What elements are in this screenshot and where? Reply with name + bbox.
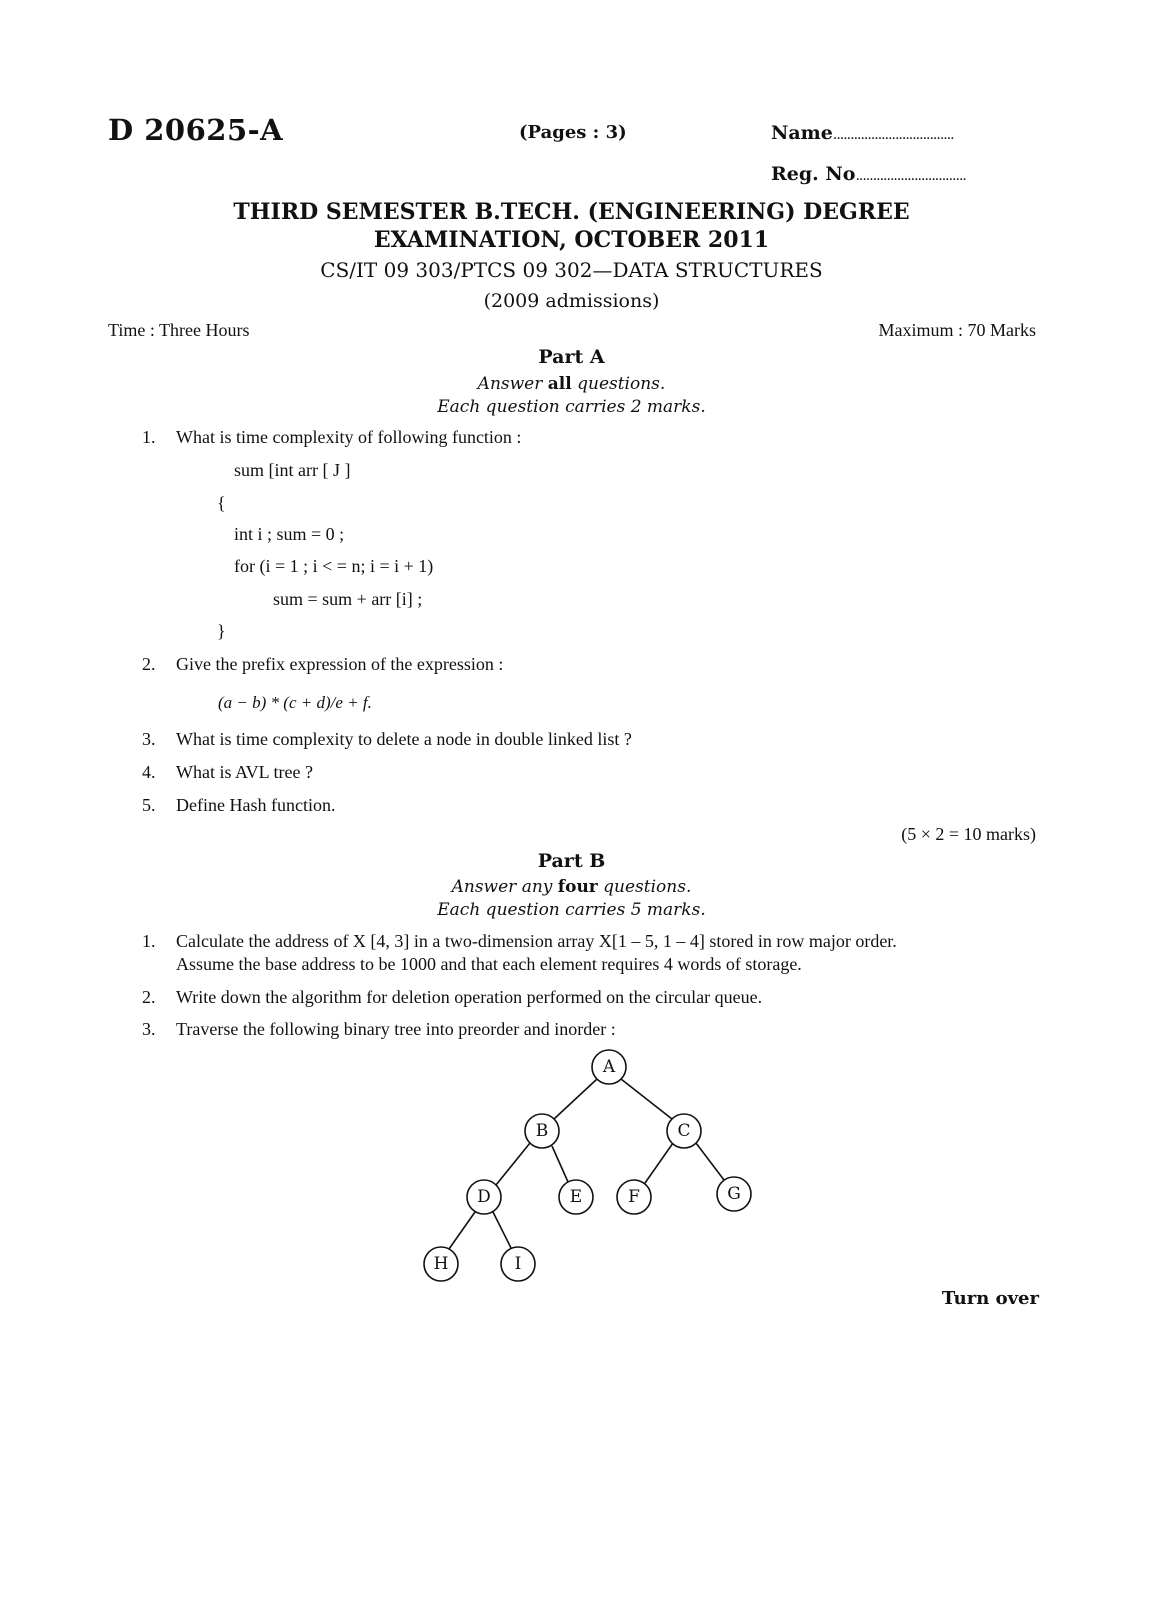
page-count: (Pages : 3) <box>519 122 627 143</box>
instruction-text: questions. <box>597 877 692 897</box>
question-number: 1. <box>142 931 156 951</box>
code-line: for (i = 1 ; i < = n; i = i + 1) <box>234 556 434 576</box>
reg-no-dots: ................................ <box>855 168 966 184</box>
question-text: Give the prefix expression of the expression : <box>176 654 504 674</box>
exam-title-line-2: EXAMINATION, OCTOBER 2011 <box>373 227 770 253</box>
admissions-note: (2009 admissions) <box>483 290 660 312</box>
name-label: Name <box>771 122 833 144</box>
turn-over-note: Turn over <box>941 1288 1039 1309</box>
tree-node-d <box>467 1180 501 1214</box>
code-line: int i ; sum = 0 ; <box>234 524 345 544</box>
instruction-text: Answer <box>477 374 548 394</box>
maximum-marks: Maximum : 70 Marks <box>878 320 1036 340</box>
svg-text:B: B <box>535 1121 549 1141</box>
question-number: 3. <box>142 729 156 749</box>
question-text: What is AVL tree ? <box>176 762 313 782</box>
svg-text:F: F <box>628 1187 640 1207</box>
question-number: 2. <box>142 987 156 1007</box>
part-a-marks-note: Each question carries 2 marks. <box>437 397 706 417</box>
instruction-text: Answer any <box>451 877 558 897</box>
code-line: { <box>217 493 226 513</box>
name-dots: ................................... <box>832 127 954 143</box>
tree-node-b <box>525 1114 559 1148</box>
question-number: 5. <box>142 795 156 815</box>
code-line: sum [int arr [ J ] <box>234 460 351 480</box>
tree-edges <box>449 1079 724 1249</box>
question-b1-continued: Assume the base address to be 1000 and that each element requires 4 words of storage. <box>176 954 802 974</box>
question-number: 1. <box>142 427 156 447</box>
question-text: What is time complexity of following function : <box>176 427 522 447</box>
question-paper-code: D 20625-A <box>108 113 284 147</box>
question-text: Traverse the following binary tree into preorder and inorder : <box>176 1019 616 1039</box>
part-a-heading: Part A <box>538 346 605 368</box>
code-line: } <box>217 621 226 641</box>
reg-no-label: Reg. No <box>771 163 856 185</box>
exam-title-line-1: THIRD SEMESTER B.TECH. (ENGINEERING) DEGREE <box>233 199 910 225</box>
question-text: Write down the algorithm for deletion operation performed on the circular queue. <box>176 987 763 1007</box>
part-a-total-marks: (5 × 2 = 10 marks) <box>901 824 1036 844</box>
exam-duration: Time : Three Hours <box>108 320 250 340</box>
question-text: What is time complexity to delete a node in double linked list ? <box>176 729 632 749</box>
tree-node-f <box>617 1180 651 1214</box>
code-line: sum = sum + arr [i] ; <box>273 589 423 609</box>
part-b-heading: Part B <box>537 850 606 872</box>
subject-title: CS/IT 09 303/PTCS 09 302—DATA STRUCTURES <box>320 258 823 282</box>
tree-node-c <box>667 1114 701 1148</box>
tree-node-e <box>559 1180 593 1214</box>
question-number: 3. <box>142 1019 156 1039</box>
instruction-emphasis: four <box>557 877 598 897</box>
svg-text:D: D <box>477 1187 491 1207</box>
tree-node-g <box>717 1177 751 1211</box>
svg-text:E: E <box>569 1187 583 1207</box>
svg-text:C: C <box>677 1121 691 1141</box>
svg-text:A: A <box>602 1057 616 1077</box>
svg-text:G: G <box>727 1184 741 1204</box>
tree-node-i <box>501 1247 535 1281</box>
question-number: 4. <box>142 762 156 782</box>
infix-expression: (a − b) * (c + d)/e + f. <box>218 693 372 712</box>
tree-node-h <box>424 1247 458 1281</box>
instruction-emphasis: all <box>547 374 572 394</box>
svg-text:I: I <box>514 1254 522 1274</box>
svg-text:H: H <box>433 1254 449 1274</box>
tree-node-a <box>592 1050 626 1084</box>
instruction-text: questions. <box>571 374 666 394</box>
part-b-marks-note: Each question carries 5 marks. <box>437 900 706 920</box>
question-text: Define Hash function. <box>176 795 336 815</box>
question-number: 2. <box>142 654 156 674</box>
question-text: Calculate the address of X [4, 3] in a two-dimension array X[1 – 5, 1 – 4] stored in row major order. <box>176 931 897 951</box>
